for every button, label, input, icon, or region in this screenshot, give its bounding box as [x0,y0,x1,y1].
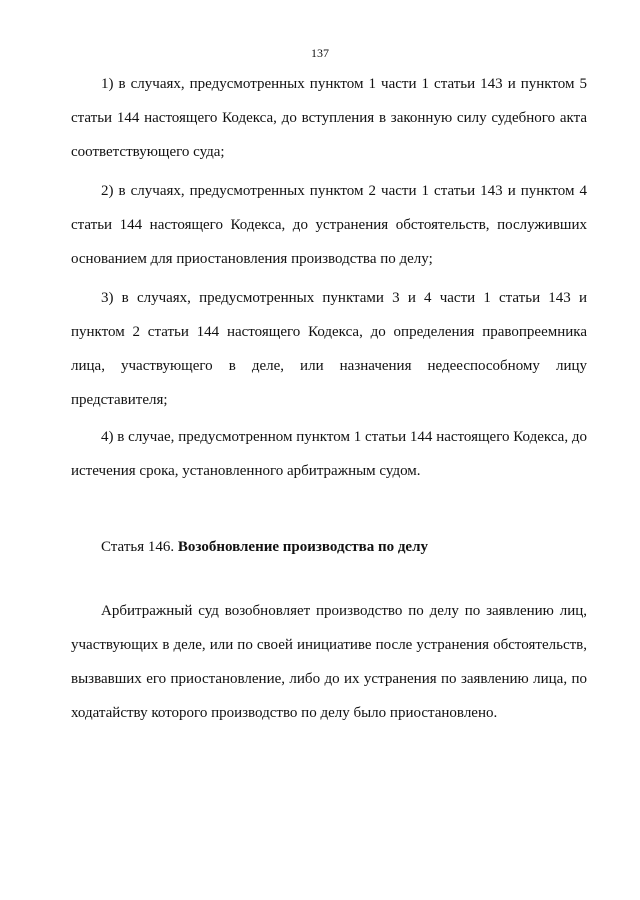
article-label: Статья 146. [101,539,175,555]
article-paragraph: Арбитражный суд возобновляет производство по делу по заявлению лиц, участвующих в деле, или по своей инициативе после устранения обстоятельств, вызвавших его приостановление, либо до их устранения по заявлению лица, по ходатайству которого производство по делу было приостановлено. [71,603,587,721]
article-title: Возобновление производства по делу [177,539,428,555]
list-item-4: 4) в случае, предусмотренном пунктом 1 статьи 144 настоящего Кодекса, до истечения срока, установленного арбитражным судом. [71,429,587,479]
article-heading [101,530,428,564]
page-number: 137 [311,46,329,60]
list-item-1: 1) в случаях, предусмотренных пунктом 1 части 1 статьи 143 и пунктом 5 статьи 144 настоящего Кодекса, до вступления в законную силу судебного акта соответствующего суда; [71,76,587,160]
list-item-3: 3) в случаях, предусмотренных пунктами 3 и 4 части 1 статьи 143 и пунктом 2 статьи 144 настоящего Кодекса, до определения правопреемника лица, участвующего в деле, или назначения недееспособному лицу представителя; [71,290,587,408]
list-item-2: 2) в случаях, предусмотренных пунктом 2 части 1 статьи 143 и пунктом 4 статьи 144 настоящего Кодекса, до устранения обстоятельств, послуживших основанием для приостановления производства по делу; [71,183,587,267]
